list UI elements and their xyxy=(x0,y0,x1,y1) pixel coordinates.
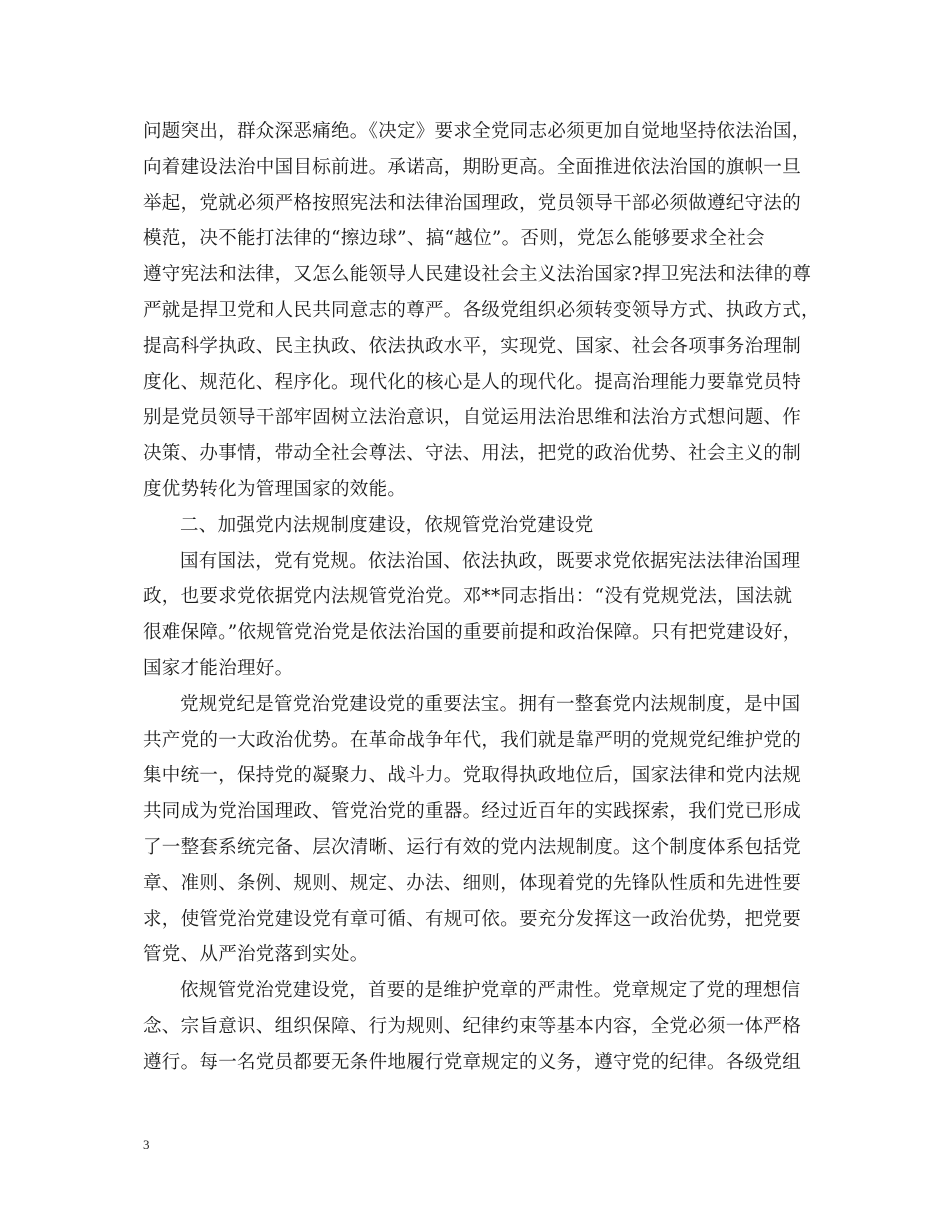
paragraph-5: 依规管党治党建设党，首要的是维护党章的严肃性。党章规定了党的理想信 念、宗旨意识、组织保障、行为规则、纪律约束等基本内容，全党必须一体严格 遵行。每一名党员都要无条件地履行党章规定的义务，遵守党的纪律。各级党组 xyxy=(143,980,802,1073)
page-number: 3 xyxy=(143,1137,150,1152)
paragraph-3: 国有国法，党有党规。依法治国、依法执政，既要求党依据宪法法律治国理 政，也要求党依据党内法规管党治党。邓**同志指出：“没有党规党法，国法就 很难保障。”依规管党治党是依法治国的重要前提和政治保障。只有把党建设好， 国家才能治理好。 xyxy=(143,550,802,679)
paragraph-4: 党规党纪是管党治党建设党的重要法宝。拥有一整套党内法规制度，是中国 共产党的一大政治优势。在革命战争年代，我们就是靠严明的党规党纪维护党的 集中统一，保持党的凝聚力、战斗力。党取得执政地位后，国家法律和党内法规 共同成为党治国理政、管党治党的重器。经过近百年的实践探索，我们党已形成 了一整套系统完备、层次清晰、运行有效的党内法规制度。这个制度体系包括党 章、准则、条例、规则、规定、办法、细则，体现着党的先锋队性质和先进性要 求，使管党治党建设党有章可循、有规可依。要充分发挥这一政治优势，把党要 管党、从严治党落到实处。 xyxy=(143,693,802,966)
paragraph-1: 问题突出，群众深恶痛绝。《决定》要求全党同志必须更加自觉地坚持依法治国， 向着建设法治中国目标前进。承诺高，期盼更高。全面推进依法治国的旗帜一旦 举起，党就必须严格按照宪法和法律治国理政，党员领导干部必须做遵纪守法的 模范，决不能打法律的“擦边球”、搞“越位”。否则，党怎么能够要求全社会 遵守宪法和法律，又怎么能领导人民建设社会主义法治国家?捍卫宪法和法律的尊 严就是捍卫党和人民共同意志的尊严。各级党组织必须转变领导方式、执政方式， 提高科学执政、民主执政、依法执政水平，实现党、国家、社会各项事务治理制 度化、规范化、程序化。现代化的核心是人的现代化。提高治理能力要靠党员特 别是党员领导干部牢固树立法治意识，自觉运用法治思维和法治方式想问题、作 决策、办事情，带动全社会尊法、守法、用法，把党的政治优势、社会主义的制 度优势转化为管理国家的效能。 xyxy=(143,121,820,500)
document-body xyxy=(143,114,823,1081)
section-heading: 二、加强党内法规制度建设，依规管党治党建设党 xyxy=(180,514,594,536)
